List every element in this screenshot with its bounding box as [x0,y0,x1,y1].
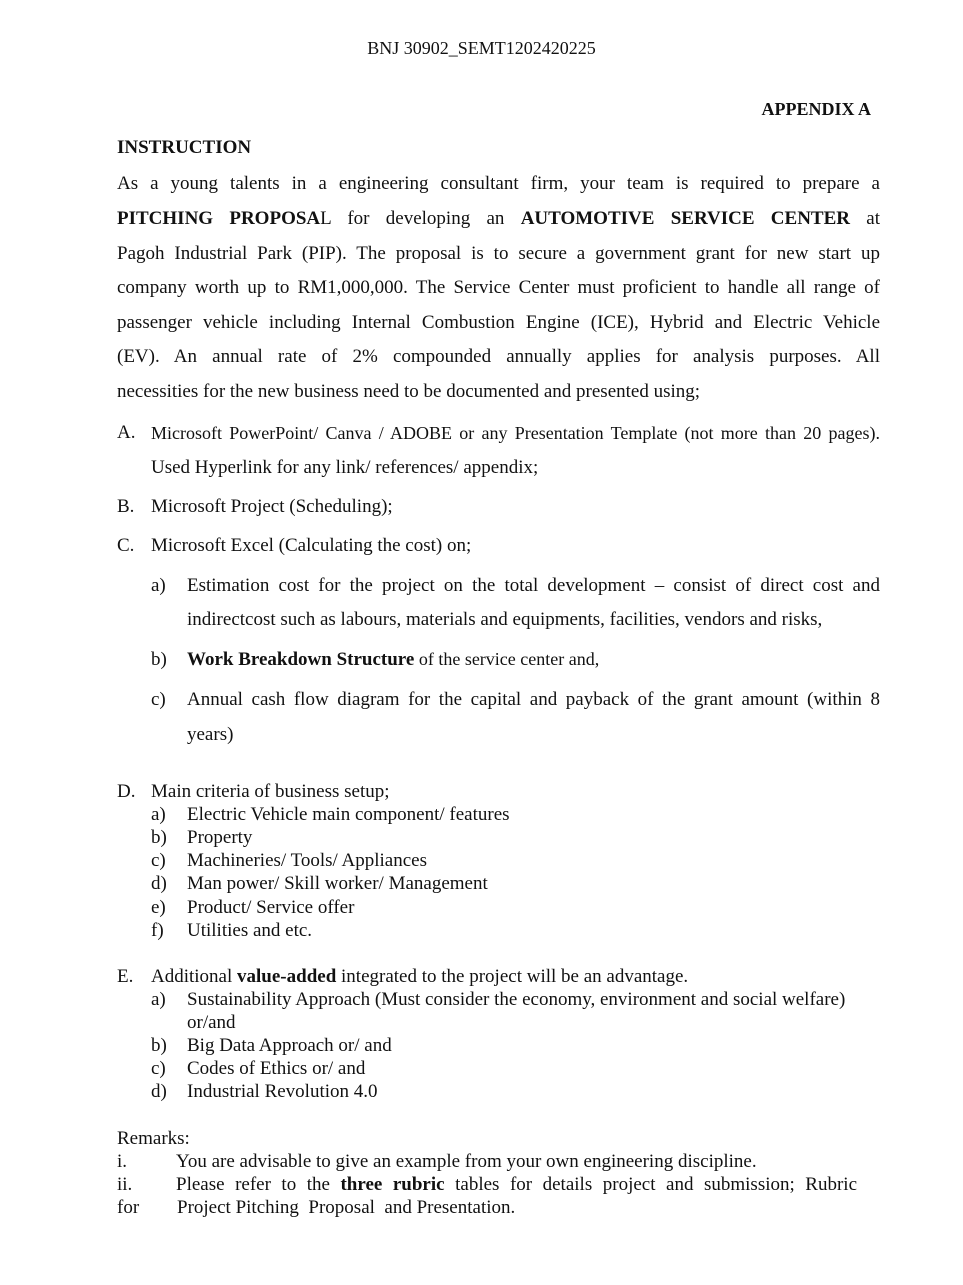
remark-i-label: i. [117,1151,128,1172]
document-header-code: BNJ 30902_SEMT1202420225 [367,38,596,58]
item-a-line-1: Microsoft PowerPoint/ Canva / ADOBE or any Presentation Template (not more than 20 pages). [151,423,880,443]
item-e-b-label: b) [151,1035,167,1056]
item-c-b-text [187,649,599,671]
item-e-d-label: d) [151,1081,167,1102]
item-d-c-text: Machineries/ Tools/ Appliances [187,850,427,871]
instruction-heading: INSTRUCTION [117,137,252,158]
pitching-proposal-bold: PITCHING PROPOSA [117,208,321,229]
item-c-c-line-2: years) [187,724,234,745]
item-e-a-line-1: Sustainability Approach (Must consider the economy, environment and social welfare) [187,989,846,1010]
appendix-label: APPENDIX A [761,99,871,119]
item-d-f-text: Utilities and etc. [187,920,313,941]
item-b-label: B. [117,496,135,517]
item-d-label: D. [117,781,136,802]
item-e-b-text: Big Data Approach or/ and [187,1035,392,1056]
item-c-text: Microsoft Excel (Calculating the cost) on; [151,535,472,556]
remark-ii-label: ii. [117,1174,133,1195]
item-e-a-line-2: or/and [187,1012,236,1033]
item-d-b-label: b) [151,827,167,848]
item-e-c-text: Codes of Ethics or/ and [187,1058,366,1079]
remark-ii-line-1 [176,1174,857,1196]
item-d-d-text: Man power/ Skill worker/ Management [187,873,488,894]
para-line-7: necessities for the new business need to be documented and presented using; [117,381,701,402]
item-b-text: Microsoft Project (Scheduling); [151,496,393,517]
item-d-b-text: Property [187,827,253,848]
instruction-paragraph [117,173,880,413]
item-c-c-line-1: Annual cash flow diagram for the capital and payback of the grant amount (within 8 [187,689,880,710]
item-d-c-label: c) [151,850,166,871]
item-a-label: A. [117,422,136,443]
item-e-post: integrated to the project will be an advantage. [336,966,689,987]
item-c-label: C. [117,535,135,556]
item-d-a-label: a) [151,804,166,825]
item-a-line-2: Used Hyperlink for any link/ references/ appendix; [151,457,539,478]
item-c-a-label: a) [151,575,166,596]
para-line-1: As a young talents in a engineering consultant firm, your team is required to prepare a [117,173,880,194]
item-c-c-label: c) [151,689,166,710]
para-line-4: company worth up to RM1,000,000. The Service Center must proficient to handle all range of [117,277,880,298]
item-e-a-label: a) [151,989,166,1010]
three-rubric-bold: three rubric [340,1174,445,1195]
item-c-a-line-1: Estimation cost for the project on the total development – consist of direct cost and [187,575,880,596]
item-c-b-label: b) [151,649,167,670]
remark-ii-line-2: Project Pitching Proposal and Presentation. [177,1197,516,1218]
item-e-pre: Additional [151,966,238,987]
item-e-label: E. [117,966,134,987]
item-d-f-label: f) [151,920,164,941]
para-line-3: Pagoh Industrial Park (PIP). The proposal is to secure a government grant for new start up [117,243,880,264]
item-c-a-line-2: indirectcost such as labours, materials and equipments, facilities, vendors and risks, [187,609,823,630]
para-line-2-text-a: L for developing an [320,208,521,229]
remark-ii-pre: Please refer to the [176,1174,341,1195]
remark-ii-for-label: for [117,1197,140,1218]
wbs-bold: Work Breakdown Structure [187,649,415,670]
item-d-a-text: Electric Vehicle main component/ features [187,804,510,825]
item-d-e-label: e) [151,897,166,918]
item-d-d-label: d) [151,873,167,894]
item-e-c-label: c) [151,1058,166,1079]
para-line-6: (EV). An annual rate of 2% compounded annually applies for analysis purposes. All [117,346,880,367]
item-d-e-text: Product/ Service offer [187,897,355,918]
para-line-2-text-b: at [849,208,880,229]
para-line-5: passenger vehicle including Internal Combustion Engine (ICE), Hybrid and Electric Vehicle [117,312,880,333]
remark-ii-post: tables for details project and submission; Rubric [444,1174,858,1195]
item-d-text: Main criteria of business setup; [151,781,390,802]
value-added-bold: value-added [237,966,337,987]
para-line-2 [117,208,880,230]
remarks-heading: Remarks: [117,1128,190,1149]
remark-i-text: You are advisable to give an example from your own engineering discipline. [176,1151,757,1172]
item-e-text [151,966,688,988]
automotive-service-center-bold: AUTOMOTIVE SERVICE CENTER [520,208,850,229]
item-e-d-text: Industrial Revolution 4.0 [187,1081,378,1102]
item-c-b-rest: of the service center and, [414,649,600,669]
